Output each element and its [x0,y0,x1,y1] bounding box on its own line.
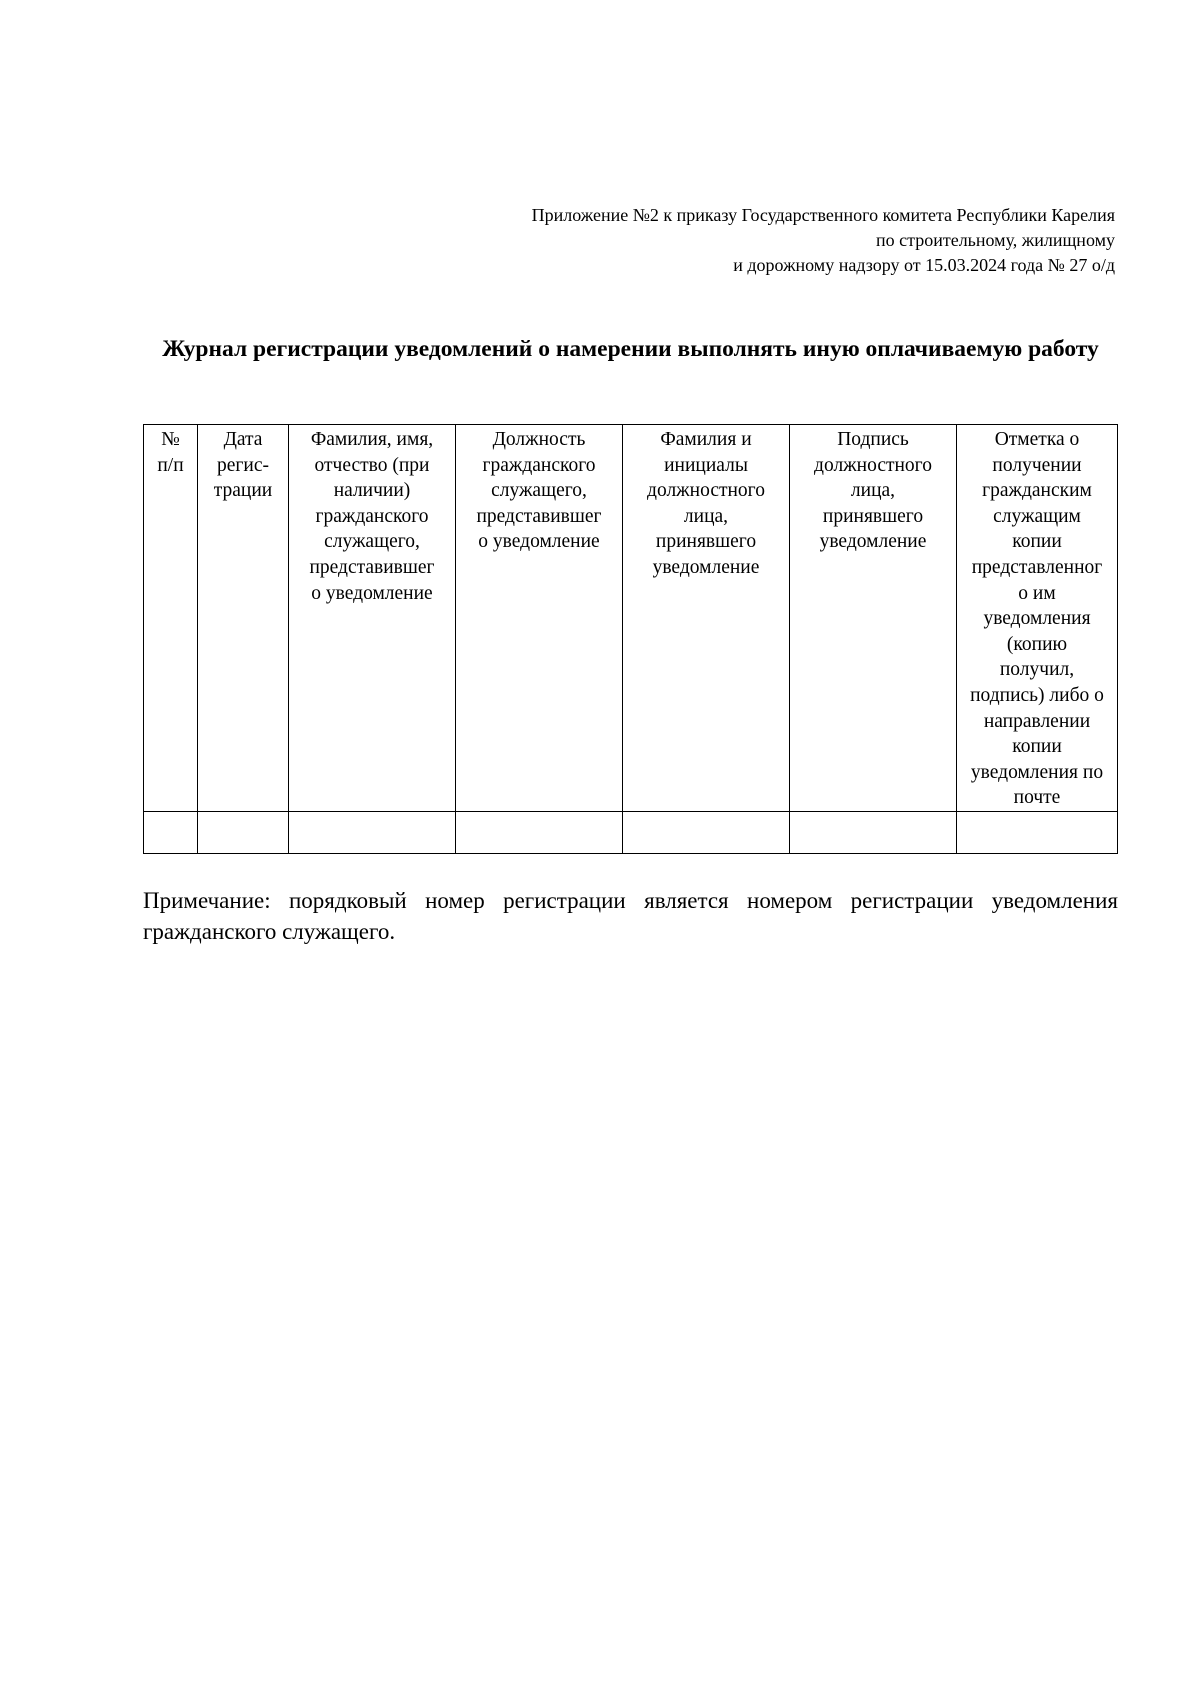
table-cell [198,811,289,853]
appendix-reference [355,203,1115,278]
table-cell [957,811,1118,853]
header-employee-name: Фамилия, имя, отчество (при наличии) гражданского служащего, представившег о уведомление [289,425,456,812]
registration-journal-table [143,424,1118,854]
table-cell [456,811,623,853]
header-copy-receipt-mark: Отметка о получении гражданским служащим копии представленног о им уведомления (копию получил, подпись) либо о направлении копии уведомления по почте [957,425,1118,812]
table-cell [289,811,456,853]
table-row [144,811,1118,853]
document-title: Журнал регистрации уведомлений о намерении выполнять иную оплачиваемую работу [162,336,1099,362]
header-official-signature: Подпись должностного лица, принявшего уведомление [790,425,957,812]
table-header-row [144,425,1118,812]
table-cell [623,811,790,853]
appendix-line-1: Приложение №2 к приказу Государственного комитета Республики Карелия [531,205,1115,225]
header-registration-date: Дата регис- трации [198,425,289,812]
appendix-line-2: по строительному, жилищному [876,230,1115,250]
header-number: № п/п [144,425,198,812]
table-cell [144,811,198,853]
table-cell [790,811,957,853]
appendix-line-3: и дорожному надзору от 15.03.2024 года № 27 о/д [733,255,1115,275]
header-employee-position: Должность гражданского служащего, представившег о уведомление [456,425,623,812]
header-official-name: Фамилия и инициалы должностного лица, принявшего уведомление [623,425,790,812]
note-paragraph: Примечание: порядковый номер регистрации является номером регистрации уведомления гражданского служащего. [143,888,1118,944]
